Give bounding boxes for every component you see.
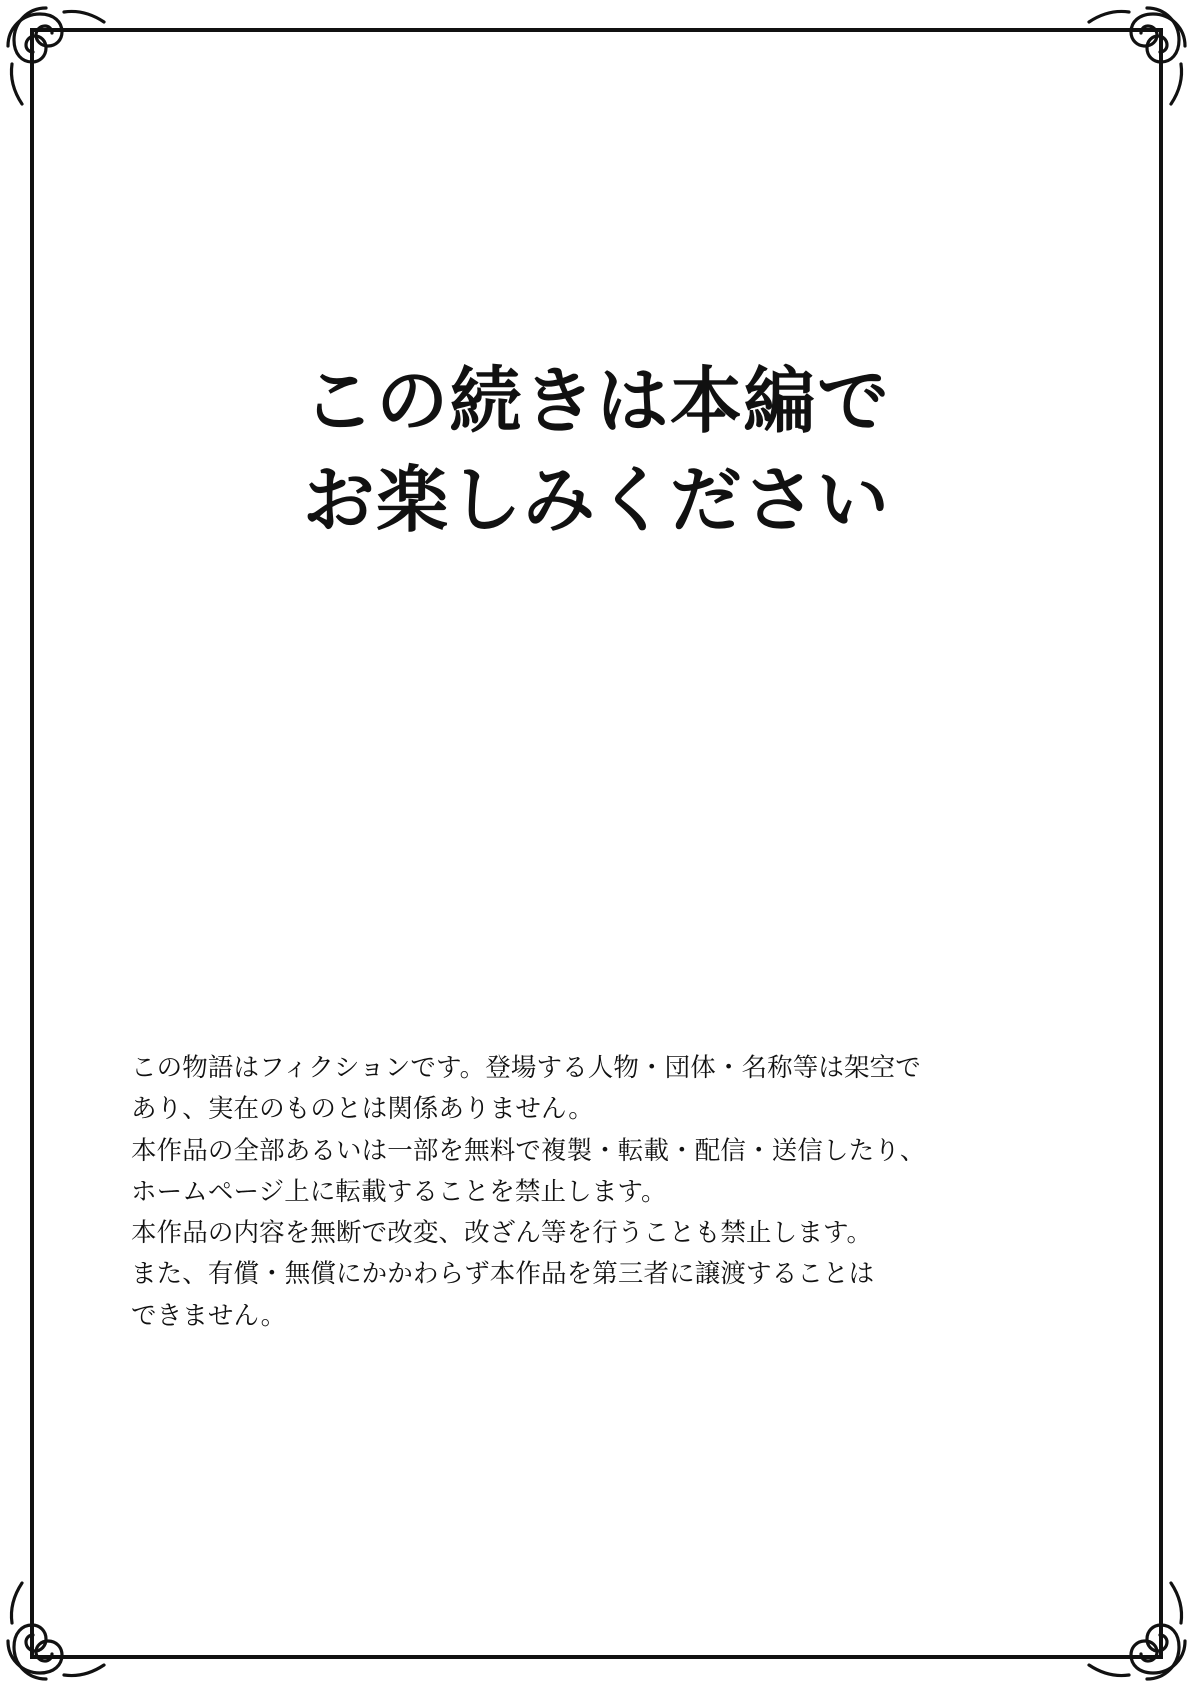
legal-notice-line: 本作品の内容を無断で改変、改ざん等を行うことも禁止します。 xyxy=(131,1218,873,1249)
legal-notice-line: また、有償・無償にかかわらず本作品を第三者に譲渡することは xyxy=(131,1259,875,1290)
decorative-frame xyxy=(30,28,1163,1659)
legal-notice-line: ホームページ上に転載することを禁止します。 xyxy=(131,1176,667,1207)
legal-notice-line: 本作品の全部あるいは一部を無料で複製・転載・配信・送信したり、 xyxy=(131,1135,926,1166)
legal-notice xyxy=(131,1048,1011,1337)
page-title-line-2: お楽しみください xyxy=(302,458,891,543)
page-title-line-1: この続きは本編で xyxy=(302,359,891,443)
page-title xyxy=(0,352,1193,551)
legal-notice-line: あり、実在のものとは関係ありません。 xyxy=(131,1094,594,1125)
legal-notice-line: できません。 xyxy=(131,1300,287,1331)
legal-notice-line: この物語はフィクションです。登場する人物・団体・名称等は架空で xyxy=(131,1053,921,1083)
